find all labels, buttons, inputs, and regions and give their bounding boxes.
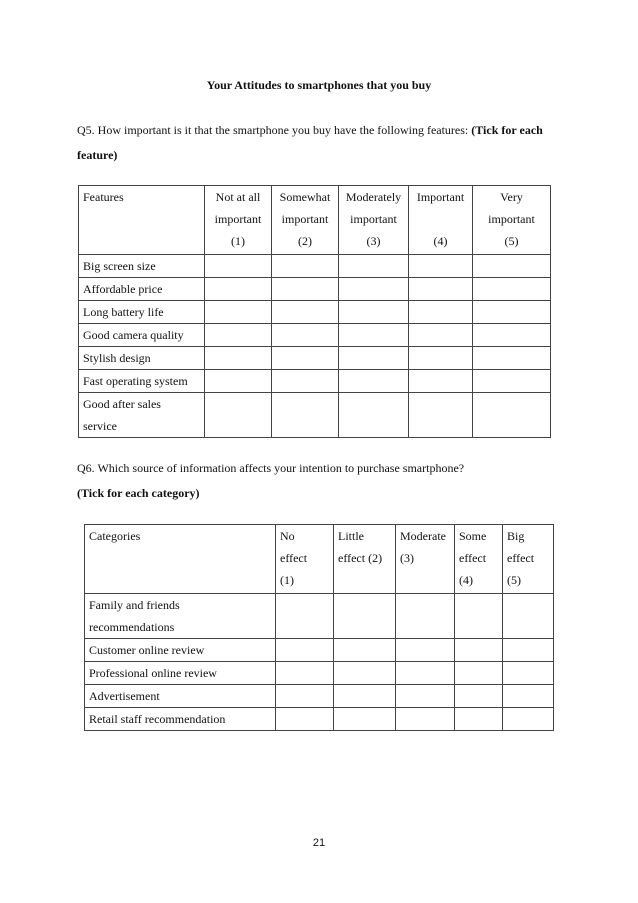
tick-cell[interactable] — [205, 347, 272, 370]
table-row — [79, 347, 551, 370]
tick-cell[interactable] — [276, 639, 334, 662]
features-table — [78, 185, 551, 438]
header-very-important: Very important (5) — [473, 186, 551, 255]
tick-cell[interactable] — [396, 594, 455, 639]
tick-cell[interactable] — [473, 255, 551, 278]
tick-cell[interactable] — [503, 639, 554, 662]
tick-cell[interactable] — [409, 393, 473, 438]
table-row — [79, 393, 551, 438]
table-row — [85, 662, 554, 685]
header-little-effect: Little effect (2) — [334, 525, 396, 594]
tick-cell[interactable] — [409, 347, 473, 370]
row-label: Long battery life — [79, 301, 205, 324]
row-label: Affordable price — [79, 278, 205, 301]
tick-cell[interactable] — [473, 393, 551, 438]
tick-cell[interactable] — [276, 662, 334, 685]
tick-cell[interactable] — [455, 662, 503, 685]
tick-cell[interactable] — [409, 324, 473, 347]
table-header-row — [79, 186, 551, 255]
tick-cell[interactable] — [396, 662, 455, 685]
tick-cell[interactable] — [272, 324, 339, 347]
tick-cell[interactable] — [503, 594, 554, 639]
tick-cell[interactable] — [409, 255, 473, 278]
tick-cell[interactable] — [396, 708, 455, 731]
row-label: Retail staff recommendation — [85, 708, 276, 731]
question-6 — [77, 456, 557, 506]
tick-cell[interactable] — [396, 685, 455, 708]
tick-cell[interactable] — [205, 324, 272, 347]
tick-cell[interactable] — [205, 370, 272, 393]
tick-cell[interactable] — [272, 347, 339, 370]
tick-cell[interactable] — [272, 370, 339, 393]
tick-cell[interactable] — [503, 708, 554, 731]
question-6-text: Q6. Which source of information affects your intention to purchase smartphone? — [77, 461, 465, 475]
tick-cell[interactable] — [503, 662, 554, 685]
tick-cell[interactable] — [276, 708, 334, 731]
tick-cell[interactable] — [396, 639, 455, 662]
tick-cell[interactable] — [205, 301, 272, 324]
tick-cell[interactable] — [455, 594, 503, 639]
page-title: Your Attitudes to smartphones that you buy — [206, 78, 432, 92]
header-important: Important (4) — [409, 186, 473, 255]
tick-cell[interactable] — [455, 685, 503, 708]
table-row — [79, 278, 551, 301]
table-header-row — [85, 525, 554, 594]
table-row — [85, 639, 554, 662]
page-number: 21 — [312, 837, 326, 849]
tick-cell[interactable] — [473, 301, 551, 324]
tick-cell[interactable] — [473, 278, 551, 301]
header-not-at-all-important: Not at all important (1) — [205, 186, 272, 255]
tick-cell[interactable] — [339, 278, 409, 301]
tick-cell[interactable] — [334, 708, 396, 731]
tick-cell[interactable] — [334, 662, 396, 685]
information-sources-table — [84, 524, 554, 731]
tick-cell[interactable] — [334, 685, 396, 708]
tick-cell[interactable] — [205, 393, 272, 438]
tick-cell[interactable] — [205, 278, 272, 301]
tick-cell[interactable] — [339, 301, 409, 324]
row-label: Family and friends recommendations — [85, 594, 276, 639]
row-label: Good camera quality — [79, 324, 205, 347]
tick-cell[interactable] — [409, 370, 473, 393]
tick-cell[interactable] — [272, 278, 339, 301]
tick-cell[interactable] — [272, 393, 339, 438]
tick-cell[interactable] — [339, 370, 409, 393]
row-label: Fast operating system — [79, 370, 205, 393]
tick-cell[interactable] — [473, 324, 551, 347]
tick-cell[interactable] — [455, 708, 503, 731]
question-5-text: Q5. How important is it that the smartphone you buy have the following features: — [77, 123, 472, 137]
question-6-instruction: (Tick for each category) — [77, 486, 200, 500]
tick-cell[interactable] — [205, 255, 272, 278]
tick-cell[interactable] — [339, 255, 409, 278]
row-label: Customer online review — [85, 639, 276, 662]
tick-cell[interactable] — [276, 685, 334, 708]
question-5-instruction: (Tick for each feature) — [77, 123, 543, 162]
tick-cell[interactable] — [272, 301, 339, 324]
table-row — [79, 370, 551, 393]
table-row — [85, 708, 554, 731]
tick-cell[interactable] — [409, 301, 473, 324]
tick-cell[interactable] — [473, 370, 551, 393]
header-moderate: Moderate (3) — [396, 525, 455, 594]
header-some-effect: Some effect (4) — [455, 525, 503, 594]
table-row — [79, 324, 551, 347]
table-row — [79, 301, 551, 324]
tick-cell[interactable] — [339, 324, 409, 347]
tick-cell[interactable] — [503, 685, 554, 708]
question-5 — [77, 118, 557, 168]
tick-cell[interactable] — [339, 393, 409, 438]
row-label: Professional online review — [85, 662, 276, 685]
header-features: Features — [79, 186, 205, 255]
header-somewhat-important: Somewhat important (2) — [272, 186, 339, 255]
row-label: Big screen size — [79, 255, 205, 278]
row-label: Good after sales service — [79, 393, 205, 438]
header-big-effect: Big effect (5) — [503, 525, 554, 594]
header-moderately-important: Moderately important (3) — [339, 186, 409, 255]
tick-cell[interactable] — [276, 594, 334, 639]
row-label: Advertisement — [85, 685, 276, 708]
tick-cell[interactable] — [339, 347, 409, 370]
header-no-effect: No effect (1) — [276, 525, 334, 594]
tick-cell[interactable] — [334, 594, 396, 639]
row-label: Stylish design — [79, 347, 205, 370]
table-row — [79, 255, 551, 278]
header-categories: Categories — [85, 525, 276, 594]
table-row — [85, 685, 554, 708]
tick-cell[interactable] — [334, 639, 396, 662]
tick-cell[interactable] — [473, 347, 551, 370]
tick-cell[interactable] — [272, 255, 339, 278]
tick-cell[interactable] — [409, 278, 473, 301]
tick-cell[interactable] — [455, 639, 503, 662]
table-row — [85, 594, 554, 639]
